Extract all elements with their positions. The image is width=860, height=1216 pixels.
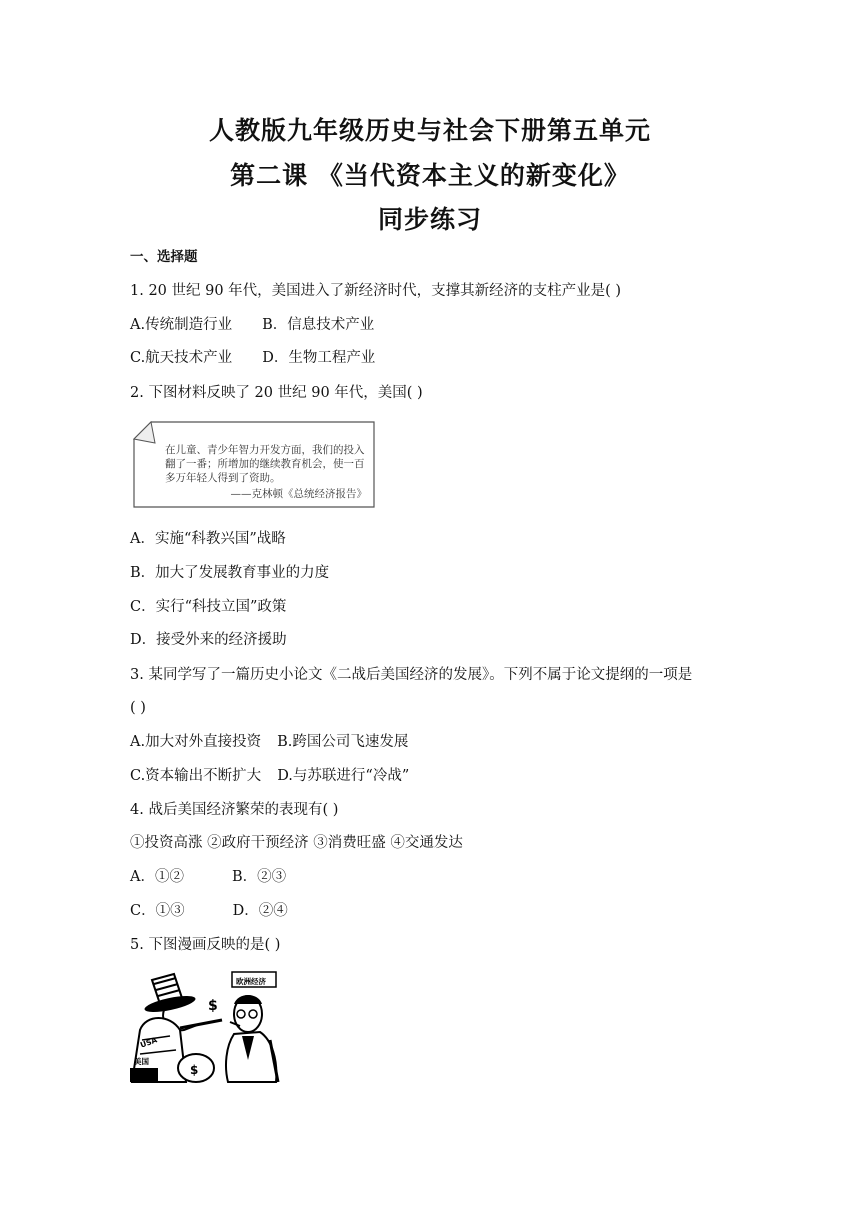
cartoon-bag-caption: USA (138, 1035, 159, 1050)
section-heading: 一、选择题 (130, 249, 198, 265)
cartoon-sign-caption: 欧洲经济 (236, 977, 266, 986)
title-line-1: 人教版九年级历史与社会下册第五单元 (208, 116, 651, 145)
title-line-2: 第二课 《当代资本主义的新变化》 (230, 161, 630, 190)
option-c[interactable]: C．①③ (130, 903, 185, 919)
question-4-stem: 4. 战后美国经济繁荣的表现有( ) (130, 802, 339, 818)
question-2-option-b[interactable]: B．加大了发展教育事业的力度 (130, 565, 330, 581)
option-c[interactable]: C.航天技术产业 (130, 350, 233, 366)
question-1-options-ab (130, 316, 374, 334)
question-2-option-c[interactable]: C．实行“科技立国”政策 (130, 599, 287, 615)
question-3-stem: 3. 某同学写了一篇历史小论文《二战后美国经济的发展》。下列不属于论文提纲的一项是 (130, 667, 693, 683)
option-b[interactable]: B．②③ (231, 869, 287, 885)
question-4-items: ①投资高涨 ②政府干预经济 ③消费旺盛 ④交通发达 (130, 835, 463, 851)
cartoon-drawing (130, 970, 280, 1085)
question-4-options-ab (130, 868, 286, 886)
option-b[interactable]: B.跨国公司飞速发展 (277, 734, 409, 750)
question-2-stem: 2. 下图材料反映了 20 世纪 90 年代，美国( ) (130, 385, 423, 401)
svg-text:$: $ (208, 998, 218, 1014)
title-line-3: 同步练习 (377, 205, 482, 234)
option-a[interactable]: A.传统制造行业 (130, 317, 233, 333)
question-3-paren: ( ) (130, 700, 146, 716)
option-d[interactable]: D．②④ (232, 903, 288, 919)
option-d[interactable]: D.与苏联进行“冷战” (277, 768, 410, 784)
question-3-options-ab (130, 733, 408, 751)
question-2-option-d[interactable]: D．接受外来的经济援助 (130, 632, 287, 648)
quote-figure (133, 421, 375, 508)
question-5-stem: 5. 下图漫画反映的是( ) (130, 937, 281, 953)
option-a[interactable]: A.加大对外直接投资 (130, 734, 262, 750)
option-b[interactable]: B．信息技术产业 (262, 317, 375, 333)
quote-source: ——克林顿《总统经济报告》 (230, 488, 367, 500)
cartoon-figure (130, 970, 280, 1085)
option-d[interactable]: D．生物工程产业 (262, 350, 376, 366)
question-1-options-cd (130, 349, 375, 367)
option-a[interactable]: A．①② (130, 869, 184, 885)
svg-text:$: $ (190, 1063, 199, 1077)
question-2-option-a[interactable]: A．实施“科教兴国”战略 (130, 531, 286, 547)
option-c[interactable]: C.资本输出不断扩大 (130, 768, 262, 784)
quote-text: 在儿童、青少年智力开发方面，我们的投入翻了一番；所增加的继续教育机会，使一百多万年轻人得到了资助。 (165, 444, 365, 484)
cartoon-usa-caption: 美国 (134, 1057, 149, 1066)
question-1-stem: 1. 20 世纪 90 年代，美国进入了新经济时代，支撑其新经济的支柱产业是( ) (130, 283, 622, 299)
question-3-options-cd (130, 767, 409, 785)
question-4-options-cd (130, 902, 288, 920)
